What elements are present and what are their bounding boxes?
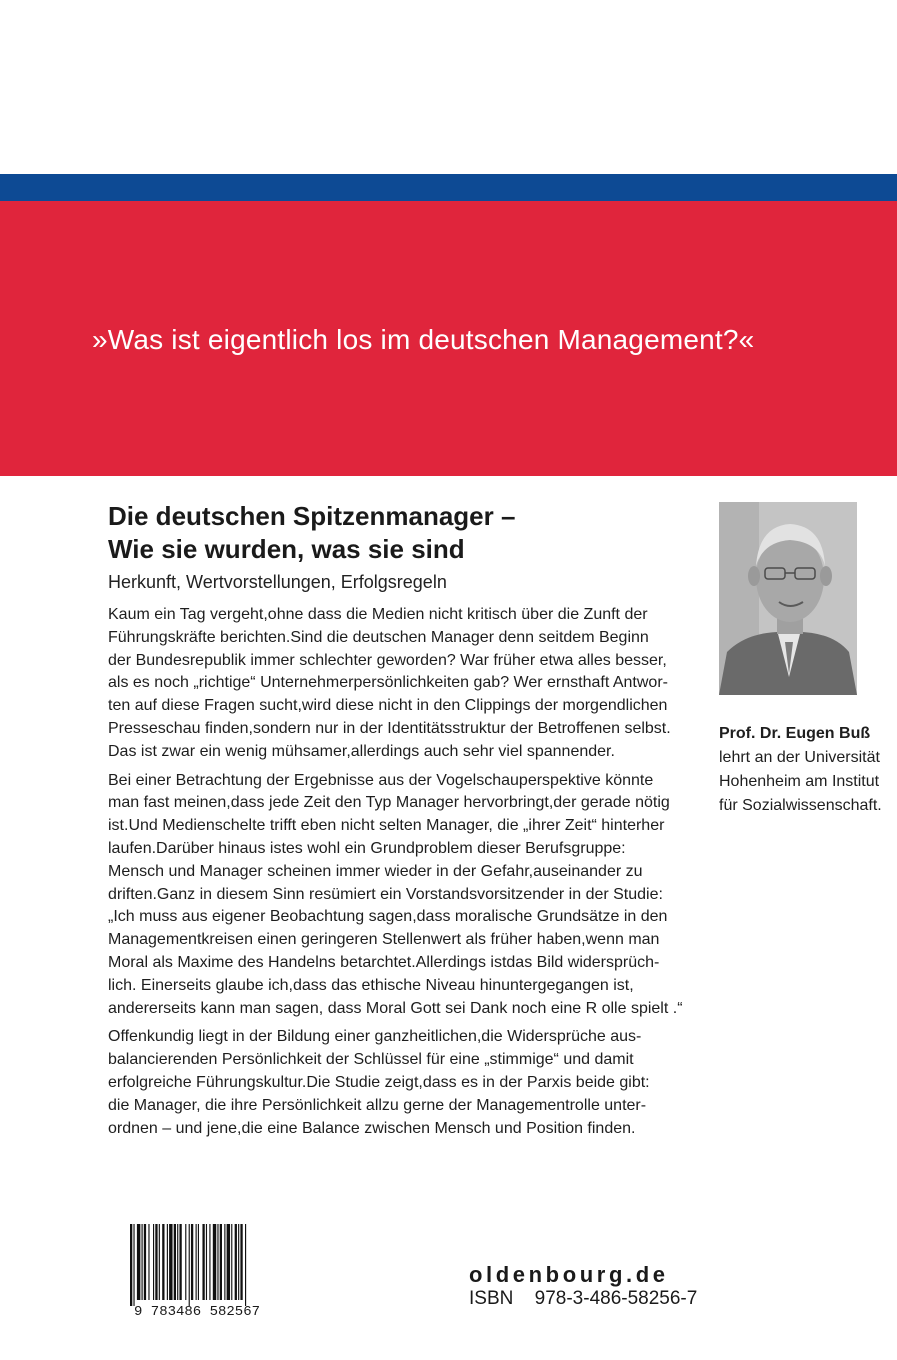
blurb-paragraph-1 — [108, 604, 688, 764]
barcode-bar — [167, 1224, 168, 1300]
barcode-bar — [148, 1224, 149, 1300]
barcode-bar — [213, 1224, 216, 1300]
author-bio-line3: für Sozialwissenschaft. — [719, 797, 882, 814]
barcode-bar — [185, 1224, 186, 1300]
barcode-bar — [155, 1224, 157, 1300]
blue-band — [0, 174, 897, 201]
blurb-line: Das ist zwar ein wenig mühsamer,allerdings auch sehr viel spannender. — [108, 742, 615, 760]
blurb-line: Managementkreisen einen geringeren Stellenwert als früher haben,wenn man — [108, 931, 660, 949]
barcode-bar — [196, 1224, 197, 1300]
blurb-paragraph-2 — [108, 770, 688, 1021]
blurb-line: andererseits kann man sagen, dass Moral Gott sei Dank noch eine R olle spielt .“ — [108, 999, 683, 1017]
blurb-line: die Manager, die ihre Persönlichkeit allzu gerne der Managementrolle unter- — [108, 1096, 647, 1114]
barcode-bar — [142, 1224, 143, 1300]
blurb-paragraph-3 — [108, 1026, 688, 1140]
barcode-bar — [169, 1224, 172, 1300]
barcode-bar — [240, 1224, 242, 1300]
blurb-line: „Ich muss aus eigener Beobachtung sagen,dass moralische Grundsätze in den — [108, 908, 668, 926]
isbn-label: ISBN — [469, 1288, 514, 1309]
blurb-line: Presseschau finden,sondern nur in der Identitätsstruktur der Betroffenen selbst. — [108, 719, 671, 737]
blurb-line: Offenkundig liegt in der Bildung einer ganzheitlichen,die Widersprüche aus- — [108, 1028, 642, 1046]
blurb-line: balancierenden Persönlichkeit der Schlüssel für eine „stimmige“ und damit — [108, 1051, 634, 1069]
blurb-line: ordnen – und jene,die eine Balance zwischen Mensch und Position finden. — [108, 1119, 636, 1137]
blurb-line: man fast meinen,dass jede Zeit den Typ Manager hervorbringt,der gerade nötig — [108, 794, 670, 812]
book-title-line1: Die deutschen Spitzenmanager – — [108, 501, 516, 531]
author-bio-line1: lehrt an der Universität — [719, 749, 880, 766]
blurb-text — [108, 604, 688, 1146]
blurb-line: Moral als Maxime des Handelns betarchtet.Allerdings istdas Bild widersprüch- — [108, 953, 660, 971]
blurb-line: Mensch und Manager scheinen immer wieder in der Gefahr,auseinander zu — [108, 862, 643, 880]
barcode-bar — [133, 1224, 134, 1306]
barcode-bar — [209, 1224, 210, 1300]
barcode-bar — [217, 1224, 218, 1300]
barcode-bar — [224, 1224, 225, 1300]
blurb-line: als es noch „richtige“ Unternehmerpersönlichkeiten gab? Wer ernsthaft Antwor- — [108, 674, 668, 692]
cover-quote: »Was ist eigentlich los im deutschen Management?« — [92, 324, 755, 355]
publisher-url: oldenbourg.de — [469, 1262, 669, 1287]
blurb-line: Kaum ein Tag vergeht,ohne dass die Medien nicht kritisch über die Zunft der — [108, 606, 648, 623]
isbn-line — [469, 1288, 697, 1310]
barcode-bar — [162, 1224, 164, 1300]
barcode-digits: 9 783486 582567 — [133, 1304, 261, 1318]
blurb-line: ist.Und Medienschelte trifft eben nicht selten Manager, die „ihrer Zeit“ hinterher — [108, 817, 665, 835]
barcode-bar — [189, 1224, 190, 1306]
barcode-bar — [179, 1224, 181, 1300]
barcode-bar — [238, 1224, 239, 1300]
barcode-bar — [174, 1224, 176, 1300]
blurb-line: Führungskräfte berichten.Sind die deutschen Manager denn seitdem Beginn — [108, 628, 649, 646]
book-title — [108, 500, 688, 566]
barcode-bar — [227, 1224, 230, 1300]
blurb-line: Bei einer Betrachtung der Ergebnisse aus der Vogelschauperspektive könnte — [108, 771, 654, 789]
author-photo — [719, 502, 857, 695]
barcode-bar — [245, 1224, 246, 1306]
barcode-bar — [153, 1224, 154, 1300]
barcode-bar — [231, 1224, 232, 1300]
barcode-bar — [198, 1224, 199, 1300]
blurb-line: driften.Ganz in diesem Sinn resümiert ein Vorstandsvorsitzender in der Studie: — [108, 885, 663, 903]
isbn-number: 978-3-486-58256-7 — [534, 1288, 698, 1309]
barcode-bar — [137, 1224, 140, 1300]
barcode-bar — [159, 1224, 160, 1300]
blurb-line: ten auf diese Fragen sucht,wird diese nicht in den Clippings der morgendlichen — [108, 697, 668, 715]
barcode-bar — [144, 1224, 146, 1300]
blurb-line: erfolgreiche Führungskultur.Die Studie zeigt,dass es in der Parxis beide gibt: — [108, 1073, 650, 1091]
barcode-bar — [206, 1224, 207, 1300]
blurb-line: lich. Einerseits glaube ich,dass das ethische Niveau hinuntergegangen ist, — [108, 976, 634, 994]
blurb-line: laufen.Darüber hinaus istes wohl ein Grundproblem dieser Berufsgruppe: — [108, 839, 626, 857]
barcode-bar — [191, 1224, 193, 1300]
barcode-bar — [220, 1224, 222, 1300]
book-subtitle: Herkunft, Wertvorstellungen, Erfolgsregeln — [108, 572, 447, 592]
blurb-line: der Bundesrepublik immer schlechter geworden? War früher etwa alles besser, — [108, 651, 667, 669]
author-bio — [719, 722, 897, 818]
barcode-bar — [202, 1224, 204, 1300]
barcode-bar — [235, 1224, 237, 1300]
book-title-line2: Wie sie wurden, was sie sind — [108, 534, 465, 564]
isbn-barcode — [118, 1224, 276, 1318]
author-bio-line2: Hohenheim am Institut — [719, 773, 880, 790]
author-name: Prof. Dr. Eugen Buß — [719, 725, 871, 742]
barcode-bar — [177, 1224, 178, 1300]
barcode-bar — [130, 1224, 132, 1306]
